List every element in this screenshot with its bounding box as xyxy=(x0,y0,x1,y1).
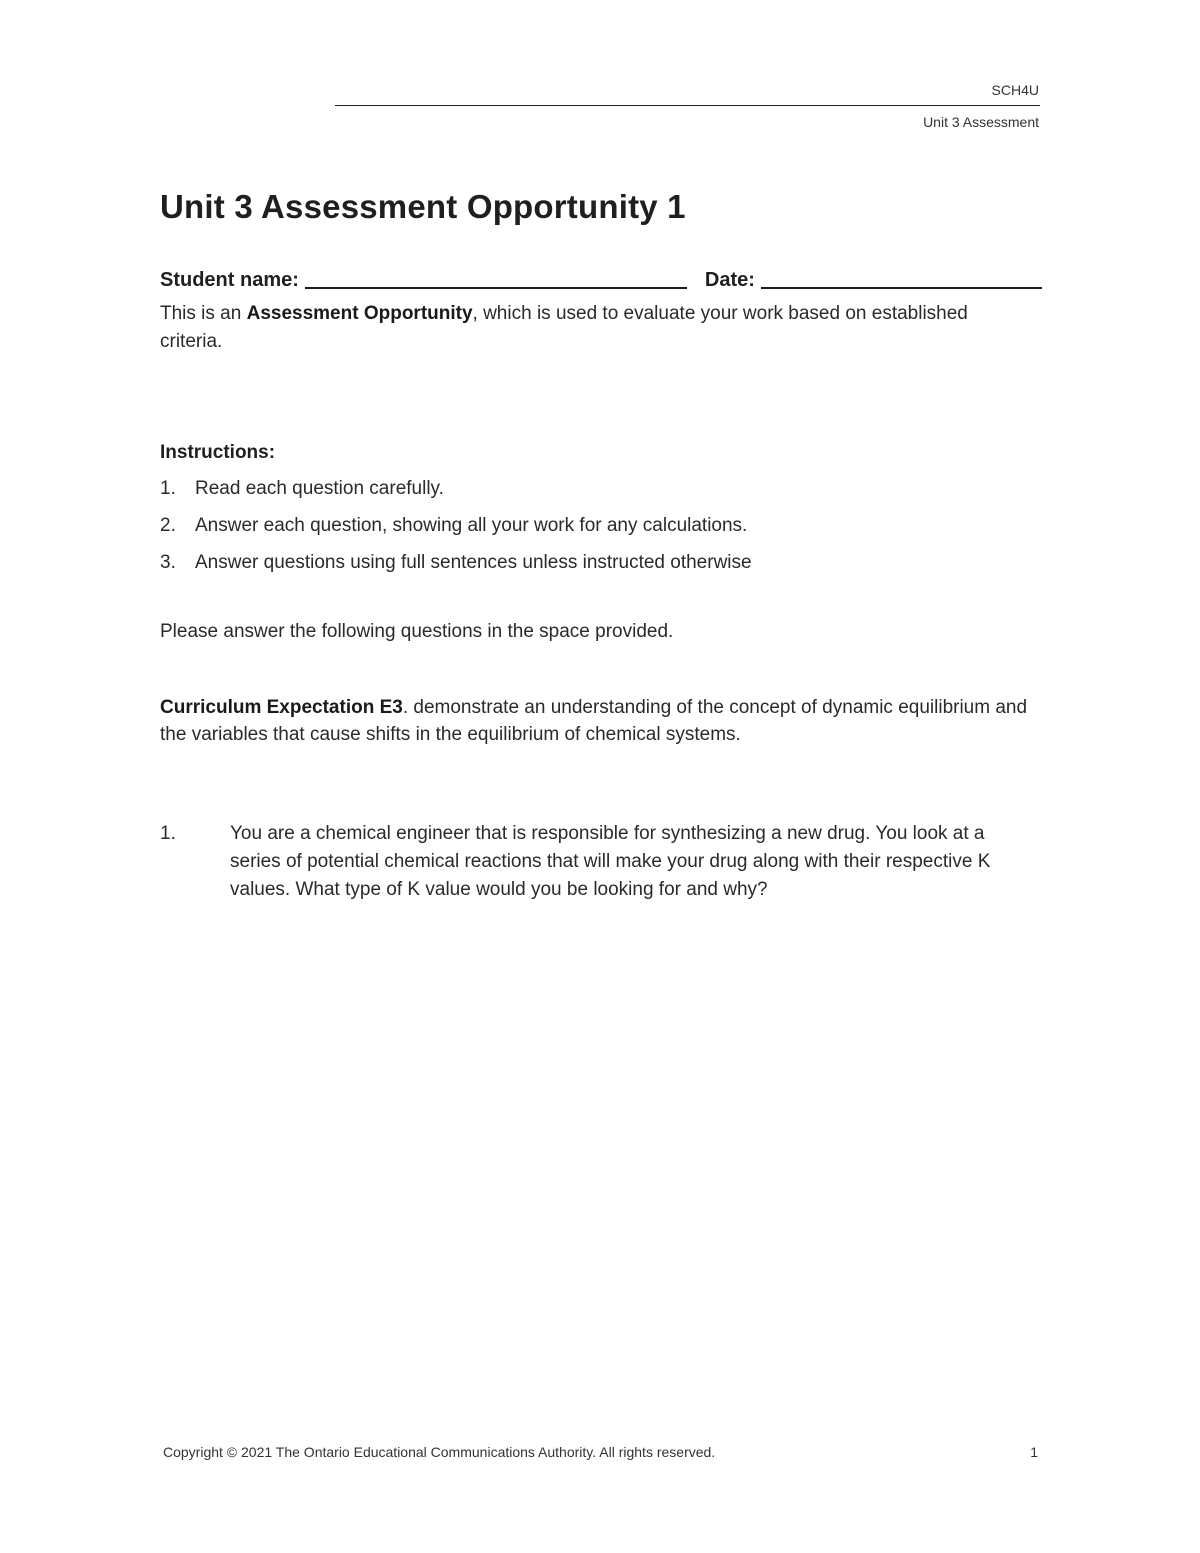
list-item-number: 2. xyxy=(160,515,176,536)
header-divider xyxy=(335,105,1040,106)
curriculum-expectation-text: . demonstrate an understanding of the concept of dynamic equilibrium and the variables that cause shifts in the equilibrium of chemical systems. xyxy=(160,697,1028,745)
header-course-code: SCH4U xyxy=(991,82,1039,98)
date-field[interactable] xyxy=(761,267,1042,289)
list-item-number: 1. xyxy=(160,478,176,499)
student-info-line xyxy=(160,264,1042,292)
question-number: 1. xyxy=(160,823,176,844)
footer-copyright: Copyright © 2021 The Ontario Educational Communications Authority. All rights reserved. xyxy=(163,1444,716,1460)
page-number: 1 xyxy=(1030,1444,1038,1460)
header-unit-label: Unit 3 Assessment xyxy=(923,114,1039,130)
instructions-heading: Instructions: xyxy=(160,442,276,463)
question-text: You are a chemical engineer that is responsible for synthesizing a new drug. You look at a series of potential chemical reactions that will make your drug along with their respective K values. What type of K value would you be looking for and why? xyxy=(230,823,991,900)
intro-suffix: , which is used to evaluate your work based on established criteria. xyxy=(160,303,968,352)
instructions-list xyxy=(160,476,1040,587)
question-item xyxy=(160,820,1040,904)
page-title: Unit 3 Assessment Opportunity 1 xyxy=(160,188,686,225)
curriculum-expectation xyxy=(160,694,1030,748)
student-name-label: Student name: xyxy=(160,269,299,291)
list-item-text: Answer each question, showing all your work for any calculations. xyxy=(195,515,748,536)
list-item xyxy=(160,550,1040,587)
list-item-text: Read each question carefully. xyxy=(195,478,444,499)
date-label: Date: xyxy=(704,269,755,291)
please-answer-text: Please answer the following questions in the space provided. xyxy=(160,621,674,642)
intro-bold: Assessment Opportunity xyxy=(246,303,473,324)
intro-prefix: This is an xyxy=(160,303,247,324)
curriculum-expectation-label: Curriculum Expectation E3 xyxy=(160,697,403,718)
list-item-text: Answer questions using full sentences unless instructed otherwise xyxy=(195,552,752,573)
list-item xyxy=(160,476,1040,513)
intro-paragraph xyxy=(160,300,1020,356)
student-name-field[interactable] xyxy=(305,267,687,289)
list-item-number: 3. xyxy=(160,552,176,573)
list-item xyxy=(160,513,1040,550)
